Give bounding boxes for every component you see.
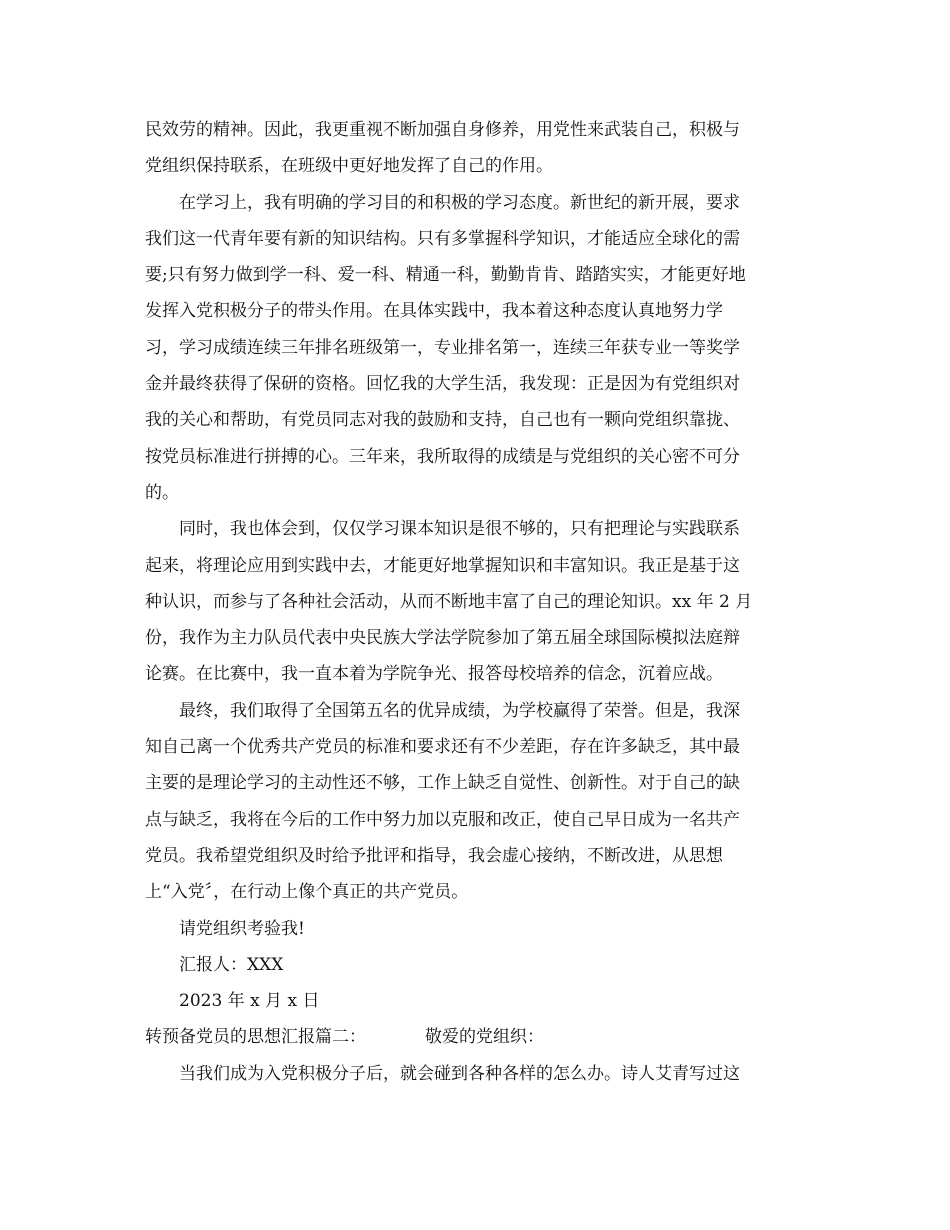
text-line: 金并最终获得了保研的资格。回忆我的大学生活，我发现：正是因为有党组织对 [145,374,740,395]
text-line: 按党员标准进行拼搏的心。三年来，我所取得的成绩是与党组织的关心密不可分 [145,446,740,467]
text-line: 点与缺乏，我将在今后的工作中努力加以克服和改正，使自己早日成为一名共产 [145,809,740,830]
text-line: 我们这一代青年要有新的知识结构。只有多掌握科学知识，才能适应全球化的需 [145,228,740,249]
text-line: 种认识，而参与了各种社会活动，从而不断地丰富了自己的理论知识。xx 年 2 月 [145,591,753,612]
text-line: 在学习上，我有明确的学习目的和积极的学习态度。新世纪的新开展，要求 [179,192,740,213]
salutation: 敬爱的党组织： [425,1027,544,1048]
text-line: 份，我作为主力队员代表中央民族大学法学院参加了第五届全球国际模拟法庭辩 [145,628,740,649]
text-line: 当我们成为入党积极分子后，就会碰到各种各样的怎么办。诗人艾青写过这 [179,1063,740,1084]
text-line: 论赛。在比赛中，我一直本着为学院争光、报答母校培养的信念，沉着应战。 [145,664,723,685]
text-line: 民效劳的精神。因此，我更重视不断加强自身修养，用党性来武装自己，积极与 [145,120,740,140]
section-heading [145,1019,810,1055]
text-line: 2023 年 x 月 x 日 [179,991,320,1012]
text-line: 的。 [145,482,179,503]
text-line: 主要的是理论学习的主动性还不够，工作上缺乏自觉性、创新性。对于自己的缺 [145,773,740,794]
text-line: 上“入党〞，在行动上像个真正的共产党员。 [145,882,469,903]
text-line: 发挥入党积极分子的带头作用。在具体实践中，我本着这种态度认真地努力学 [145,301,723,322]
text-line: 我的关心和帮助，有党员同志对我的鼓励和支持，自己也有一颗向党组织靠拢、 [145,410,740,431]
text-line: 习，学习成绩连续三年排名班级第一，专业排名第一，连续三年获专业一等奖学 [145,337,740,358]
text-line: 同时，我也体会到，仅仅学习课本知识是很不够的，只有把理论与实践联系 [179,519,740,540]
text-line: 党员。我希望党组织及时给予批评和指导，我会虚心接纳，不断改进，从思想 [145,845,723,866]
text-line: 知自己离一个优秀共产党员的标准和要求还有不少差距，存在许多缺乏，其中最 [145,737,740,758]
text-line: 要;只有努力做到学一科、爱一科、精通一科，勤勤肯肯、踏踏实实，才能更好地 [145,265,746,286]
text-line: 最终，我们取得了全国第五名的优异成绩，为学校赢得了荣誉。但是，我深 [179,700,740,721]
text-line: 汇报人：XXX [179,954,284,975]
section-title: 转预备党员的思想汇报篇二： [145,1027,366,1048]
document-body [145,112,810,1092]
text-line: 党组织保持联系，在班级中更好地发挥了自己的作用。 [145,156,553,177]
text-line: 请党组织考验我! [179,918,305,939]
text-line: 起来，将理论应用到实践中去，才能更好地掌握知识和丰富知识。我正是基于这 [145,555,740,576]
